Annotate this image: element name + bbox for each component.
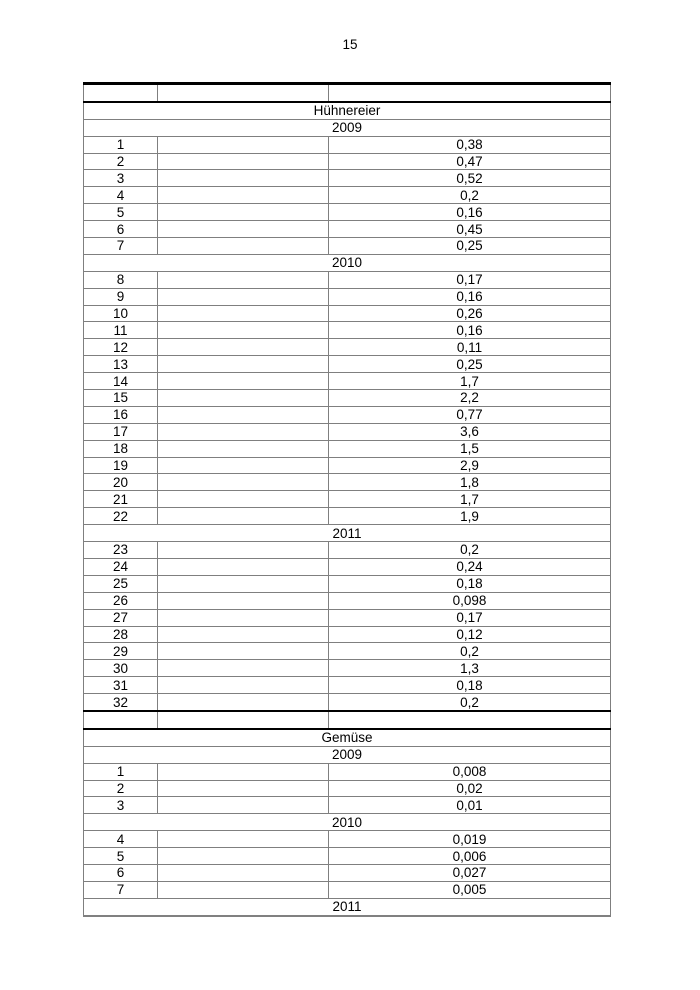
data-row: [84, 848, 611, 865]
value-cell: 2,9: [329, 457, 611, 474]
row-number-cell: 7: [84, 238, 158, 255]
data-row: [84, 170, 611, 187]
row-number-cell: 7: [84, 881, 158, 898]
row-number-cell: 12: [84, 339, 158, 356]
commodity-title-row: [84, 102, 611, 119]
year-row: [84, 525, 611, 542]
empty-middle-cell: [158, 339, 329, 356]
empty-middle-cell: [158, 609, 329, 626]
empty-middle-cell: [158, 288, 329, 305]
empty-middle-cell: [158, 406, 329, 423]
row-number-cell: 1: [84, 763, 158, 780]
page-number: 15: [342, 37, 358, 52]
year-label: 2010: [84, 814, 611, 831]
value-cell: 3,6: [329, 423, 611, 440]
data-row: [84, 390, 611, 407]
value-cell: 0,005: [329, 881, 611, 898]
commodity-title-row: [84, 729, 611, 746]
empty-cell: [158, 84, 329, 102]
year-label: 2009: [84, 746, 611, 763]
empty-middle-cell: [158, 390, 329, 407]
value-cell: 0,45: [329, 221, 611, 238]
empty-middle-cell: [158, 542, 329, 559]
empty-middle-cell: [158, 508, 329, 525]
data-row: [84, 153, 611, 170]
value-cell: 0,16: [329, 322, 611, 339]
row-number-cell: 32: [84, 694, 158, 711]
data-row: [84, 643, 611, 660]
empty-cell: [84, 711, 158, 729]
value-cell: 0,2: [329, 542, 611, 559]
data-row: [84, 780, 611, 797]
row-number-cell: 22: [84, 508, 158, 525]
value-cell: 0,17: [329, 609, 611, 626]
data-row: [84, 491, 611, 508]
data-row: [84, 592, 611, 609]
data-row: [84, 423, 611, 440]
empty-middle-cell: [158, 575, 329, 592]
empty-middle-cell: [158, 356, 329, 373]
row-number-cell: 9: [84, 288, 158, 305]
data-row: [84, 305, 611, 322]
data-row: [84, 660, 611, 677]
empty-middle-cell: [158, 423, 329, 440]
row-number-cell: 19: [84, 457, 158, 474]
row-number-cell: 3: [84, 797, 158, 814]
data-row: [84, 356, 611, 373]
data-row: [84, 763, 611, 780]
empty-middle-cell: [158, 322, 329, 339]
value-cell: 1,8: [329, 474, 611, 491]
empty-middle-cell: [158, 643, 329, 660]
table-header-row: [84, 84, 611, 102]
data-row: [84, 271, 611, 288]
value-cell: 0,18: [329, 575, 611, 592]
year-row: [84, 814, 611, 831]
empty-cell: [329, 84, 611, 102]
empty-middle-cell: [158, 780, 329, 797]
row-number-cell: 11: [84, 322, 158, 339]
value-cell: 0,24: [329, 558, 611, 575]
empty-middle-cell: [158, 238, 329, 255]
data-row: [84, 831, 611, 848]
empty-middle-cell: [158, 170, 329, 187]
row-number-cell: 1: [84, 136, 158, 153]
commodity-title: Hühnereier: [84, 102, 611, 119]
year-row: [84, 746, 611, 763]
data-row: [84, 626, 611, 643]
empty-middle-cell: [158, 373, 329, 390]
row-number-cell: 13: [84, 356, 158, 373]
year-label: 2009: [84, 119, 611, 136]
row-number-cell: 2: [84, 780, 158, 797]
empty-middle-cell: [158, 592, 329, 609]
empty-cell: [158, 711, 329, 729]
empty-middle-cell: [158, 474, 329, 491]
value-cell: 1,9: [329, 508, 611, 525]
data-row: [84, 474, 611, 491]
value-cell: 0,2: [329, 643, 611, 660]
value-cell: 1,5: [329, 440, 611, 457]
empty-middle-cell: [158, 440, 329, 457]
empty-middle-cell: [158, 221, 329, 238]
row-number-cell: 8: [84, 271, 158, 288]
row-number-cell: 29: [84, 643, 158, 660]
data-row: [84, 136, 611, 153]
data-row: [84, 609, 611, 626]
row-number-cell: 2: [84, 153, 158, 170]
data-row: [84, 339, 611, 356]
data-row: [84, 187, 611, 204]
empty-cell: [329, 711, 611, 729]
row-number-cell: 21: [84, 491, 158, 508]
data-row: [84, 864, 611, 881]
empty-middle-cell: [158, 848, 329, 865]
value-cell: 0,18: [329, 677, 611, 694]
data-row: [84, 575, 611, 592]
data-row: [84, 238, 611, 255]
row-number-cell: 30: [84, 660, 158, 677]
empty-middle-cell: [158, 626, 329, 643]
row-number-cell: 4: [84, 831, 158, 848]
value-cell: 0,25: [329, 238, 611, 255]
empty-middle-cell: [158, 881, 329, 898]
empty-middle-cell: [158, 136, 329, 153]
value-cell: 0,019: [329, 831, 611, 848]
empty-middle-cell: [158, 831, 329, 848]
empty-middle-cell: [158, 153, 329, 170]
row-number-cell: 17: [84, 423, 158, 440]
data-row: [84, 440, 611, 457]
value-cell: 1,7: [329, 491, 611, 508]
data-row: [84, 457, 611, 474]
value-cell: 1,3: [329, 660, 611, 677]
value-cell: 0,12: [329, 626, 611, 643]
empty-middle-cell: [158, 271, 329, 288]
row-number-cell: 31: [84, 677, 158, 694]
year-label: 2011: [84, 898, 611, 915]
value-cell: 0,027: [329, 864, 611, 881]
value-cell: 0,098: [329, 592, 611, 609]
value-cell: 0,2: [329, 187, 611, 204]
data-row: [84, 797, 611, 814]
data-row: [84, 677, 611, 694]
data-row: [84, 406, 611, 423]
row-number-cell: 20: [84, 474, 158, 491]
section-separator-row: [84, 711, 611, 729]
data-row: [84, 558, 611, 575]
year-row: [84, 119, 611, 136]
row-number-cell: 15: [84, 390, 158, 407]
value-cell: 2,2: [329, 390, 611, 407]
commodity-title: Gemüse: [84, 729, 611, 746]
value-cell: 0,01: [329, 797, 611, 814]
data-row: [84, 542, 611, 559]
row-number-cell: 5: [84, 204, 158, 221]
data-row: [84, 288, 611, 305]
value-cell: 0,16: [329, 204, 611, 221]
row-number-cell: 23: [84, 542, 158, 559]
value-cell: 0,17: [329, 271, 611, 288]
value-cell: 0,16: [329, 288, 611, 305]
value-cell: 0,2: [329, 694, 611, 711]
data-row: [84, 204, 611, 221]
row-number-cell: 24: [84, 558, 158, 575]
year-label: 2010: [84, 254, 611, 271]
row-number-cell: 10: [84, 305, 158, 322]
table-body: [84, 84, 611, 916]
data-row: [84, 322, 611, 339]
value-cell: 0,47: [329, 153, 611, 170]
value-cell: 0,11: [329, 339, 611, 356]
empty-middle-cell: [158, 677, 329, 694]
year-row: [84, 898, 611, 915]
row-number-cell: 5: [84, 848, 158, 865]
data-row: [84, 373, 611, 390]
empty-middle-cell: [158, 491, 329, 508]
empty-middle-cell: [158, 694, 329, 711]
row-number-cell: 6: [84, 864, 158, 881]
value-cell: 1,7: [329, 373, 611, 390]
empty-middle-cell: [158, 797, 329, 814]
empty-middle-cell: [158, 660, 329, 677]
year-row: [84, 254, 611, 271]
year-label: 2011: [84, 525, 611, 542]
data-row: [84, 694, 611, 711]
row-number-cell: 28: [84, 626, 158, 643]
value-cell: 0,38: [329, 136, 611, 153]
row-number-cell: 4: [84, 187, 158, 204]
row-number-cell: 26: [84, 592, 158, 609]
value-cell: 0,02: [329, 780, 611, 797]
value-cell: 0,26: [329, 305, 611, 322]
value-cell: 0,006: [329, 848, 611, 865]
empty-middle-cell: [158, 305, 329, 322]
row-number-cell: 14: [84, 373, 158, 390]
residues-table: [83, 82, 611, 917]
empty-middle-cell: [158, 187, 329, 204]
value-cell: 0,52: [329, 170, 611, 187]
row-number-cell: 3: [84, 170, 158, 187]
row-number-cell: 6: [84, 221, 158, 238]
value-cell: 0,77: [329, 406, 611, 423]
empty-cell: [84, 84, 158, 102]
data-row: [84, 508, 611, 525]
value-cell: 0,008: [329, 763, 611, 780]
empty-middle-cell: [158, 763, 329, 780]
data-row: [84, 881, 611, 898]
row-number-cell: 16: [84, 406, 158, 423]
empty-middle-cell: [158, 558, 329, 575]
value-cell: 0,25: [329, 356, 611, 373]
empty-middle-cell: [158, 204, 329, 221]
row-number-cell: 18: [84, 440, 158, 457]
data-row: [84, 221, 611, 238]
row-number-cell: 25: [84, 575, 158, 592]
empty-middle-cell: [158, 457, 329, 474]
empty-middle-cell: [158, 864, 329, 881]
row-number-cell: 27: [84, 609, 158, 626]
